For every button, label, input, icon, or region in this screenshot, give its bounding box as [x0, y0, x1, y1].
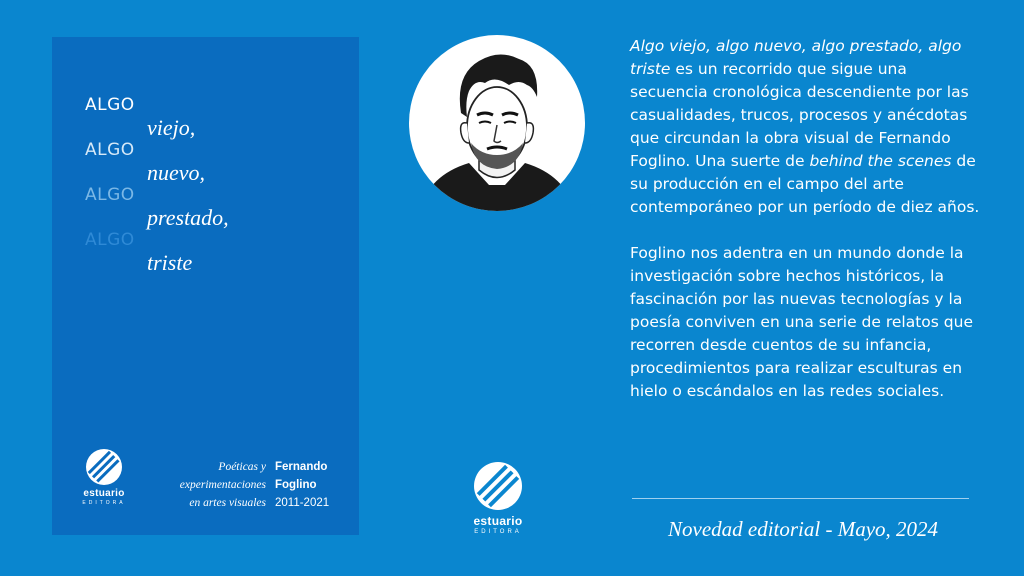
title-word: prestado, — [147, 205, 229, 230]
description-paragraph: Foglino nos adentra en un mundo donde la investigación sobre hechos históricos, la fascinación por las nuevas tecnologías y la poesía conviven en una serie de relatos que recorren desde cuentos de su infancia, procedimientos para realizar esculturas en hielo o escándalos en las redes sociales. — [630, 244, 973, 400]
title-algo: ALGO — [85, 140, 135, 160]
release-note: Novedad editorial - Mayo, 2024 — [668, 517, 939, 541]
center-publisher-logo — [463, 462, 533, 535]
divider — [632, 498, 969, 499]
description-paragraph — [630, 35, 980, 219]
cover-publisher-logo — [78, 449, 130, 506]
title-algo: ALGO — [85, 230, 135, 250]
author-last-name: Foglino — [275, 479, 317, 491]
cover-years: 2011-2021 — [275, 497, 330, 509]
publisher-sub: EDITORA — [474, 529, 522, 535]
title-word: nuevo, — [147, 160, 206, 185]
estuario-logo-icon — [474, 462, 522, 510]
subtitle-line: Poéticas y — [218, 461, 266, 473]
description-text: de su producción en el campo del arte contemporáneo por un período de diez años. — [630, 152, 980, 216]
book-cover — [52, 37, 359, 535]
description-italic: behind the scenes — [809, 152, 952, 170]
description-text: es un recorrido que sigue una secuencia cronológica descendiente por las casualidades, trucos, procesos y anécdotas que circundan la obra visual de Fernando Foglino. Una suerte de — [630, 60, 969, 170]
publisher-name: estuario — [83, 488, 125, 499]
cover-subtitle — [164, 458, 266, 512]
publisher-sub: EDITORA — [82, 500, 126, 506]
estuario-logo-icon — [86, 449, 122, 485]
description-italic: Algo viejo, algo nuevo, algo prestado, algo triste — [630, 37, 962, 78]
author-portrait-icon — [409, 35, 585, 211]
subtitle-line: en artes visuales — [189, 497, 266, 509]
subtitle-line: experimentaciones — [179, 479, 266, 491]
cover-author — [275, 458, 329, 512]
author-first-name: Fernando — [275, 461, 328, 473]
book-description — [630, 35, 980, 426]
publisher-name: estuario — [473, 514, 523, 528]
title-word: viejo, — [147, 115, 196, 140]
title-algo: ALGO — [85, 185, 135, 205]
title-word: triste — [147, 250, 193, 275]
title-algo: ALGO — [85, 95, 135, 115]
